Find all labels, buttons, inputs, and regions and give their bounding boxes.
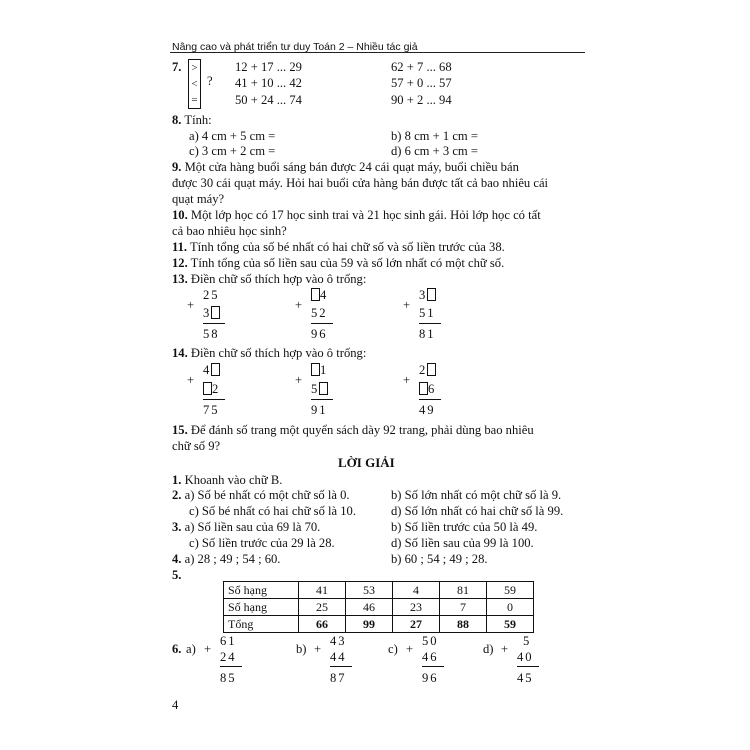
- q7-left-3: 50 + 24 ... 74: [235, 93, 302, 107]
- solution-title: LỜI GIẢI: [338, 455, 395, 470]
- table-row: Tổng 66 99 27 88 59: [224, 616, 534, 633]
- sol-1: 1. Khoanh vào chữ B.: [172, 473, 283, 487]
- q7-number: 7.: [172, 60, 182, 74]
- q8-d: d) 6 cm + 3 cm =: [391, 144, 478, 158]
- q15-line-2: chữ số 9?: [172, 439, 221, 453]
- sol-3-c: c) Số liền trước của 29 là 28.: [189, 536, 335, 550]
- header-rule: [170, 52, 585, 53]
- q7-right-3: 90 + 2 ... 94: [391, 93, 452, 107]
- digit-box[interactable]: [319, 382, 328, 395]
- sol-3-a: 3. a) Số liền sau của 69 là 70.: [172, 520, 321, 534]
- q8-heading: 8. Tính:: [172, 113, 212, 127]
- q10-line-2: cả bao nhiêu học sinh?: [172, 224, 287, 238]
- q12: 12. Tính tổng của số liền sau của 59 và số lớn nhất có một chữ số.: [172, 256, 505, 270]
- sol-6-label-c: c): [388, 642, 398, 656]
- q9-line-1: 9. Một cửa hàng buổi sáng bán được 24 cái quạt máy, buổi chiều bán: [172, 160, 519, 174]
- sol-6-label-a: a): [186, 642, 196, 656]
- q8-b: b) 8 cm + 1 cm =: [391, 129, 478, 143]
- sol-4-a: 4. a) 28 ; 49 ; 54 ; 60.: [172, 552, 281, 566]
- q13-heading: 13. Điền chữ số thích hợp vào ô trống:: [172, 272, 367, 286]
- symbol-eq: =: [191, 94, 198, 106]
- sol-3-b: b) Số liền trước của 50 là 49.: [391, 520, 538, 534]
- page-number: 4: [172, 698, 179, 712]
- sol-2-c: c) Số bé nhất có hai chữ số là 10.: [189, 504, 357, 518]
- sol-2-b: b) Số lớn nhất có một chữ số là 9.: [391, 488, 562, 502]
- sol-2-a: 2. a) Số bé nhất có một chữ số là 0.: [172, 488, 350, 502]
- q7-right-2: 57 + 0 ... 57: [391, 76, 452, 90]
- sol-4-b: b) 60 ; 54 ; 49 ; 28.: [391, 552, 488, 566]
- sol-5-number: 5.: [172, 568, 182, 582]
- digit-box[interactable]: [427, 363, 436, 376]
- digit-box[interactable]: [311, 363, 320, 376]
- q8-a: a) 4 cm + 5 cm =: [189, 129, 276, 143]
- symbol-gt: >: [191, 62, 198, 74]
- symbol-lt: <: [191, 78, 198, 90]
- q7-left-1: 12 + 17 ... 29: [235, 60, 302, 74]
- digit-box[interactable]: [311, 288, 320, 301]
- q8-c: c) 3 cm + 2 cm =: [189, 144, 276, 158]
- digit-box[interactable]: [211, 363, 220, 376]
- digit-box[interactable]: [419, 382, 428, 395]
- q7-question-mark: ?: [207, 74, 213, 88]
- q9-line-2: được 30 cái quạt máy. Hỏi hai buổi cửa hàng bán được tất cả bao nhiêu cái: [172, 176, 549, 190]
- table-row: Số hạng 41 53 4 81 59: [224, 582, 534, 599]
- q10-line-1: 10. Một lớp học có 17 học sinh trai và 21 học sinh gái. Hỏi lớp học có tất: [172, 208, 541, 222]
- q11: 11. Tính tổng của số bé nhất có hai chữ số và số liền trước của 38.: [172, 240, 505, 254]
- sol-2-d: d) Số lớn nhất có hai chữ số là 99.: [391, 504, 564, 518]
- digit-box[interactable]: [211, 306, 220, 319]
- sol-3-d: d) Số liền sau của 99 là 100.: [391, 536, 534, 550]
- sol-6-label-b: b): [296, 642, 307, 656]
- q14-heading: 14. Điền chữ số thích hợp vào ô trống:: [172, 346, 367, 360]
- comparison-symbols-box: [188, 59, 201, 109]
- digit-box[interactable]: [427, 288, 436, 301]
- q15-line-1: 15. Để đánh số trang một quyển sách dày 92 trang, phải dùng bao nhiêu: [172, 423, 534, 437]
- sum-table: [223, 581, 534, 633]
- running-header: Nâng cao và phát triển tư duy Toán 2 – Nhiều tác giả: [172, 41, 418, 53]
- q7-left-2: 41 + 10 ... 42: [235, 76, 302, 90]
- digit-box[interactable]: [203, 382, 212, 395]
- sol-6-number: 6.: [172, 642, 182, 656]
- q7-right-1: 62 + 7 ... 68: [391, 60, 452, 74]
- q9-line-3: quạt máy?: [172, 192, 225, 206]
- table-row: Số hạng 25 46 23 7 0: [224, 599, 534, 616]
- sol-6-label-d: d): [483, 642, 494, 656]
